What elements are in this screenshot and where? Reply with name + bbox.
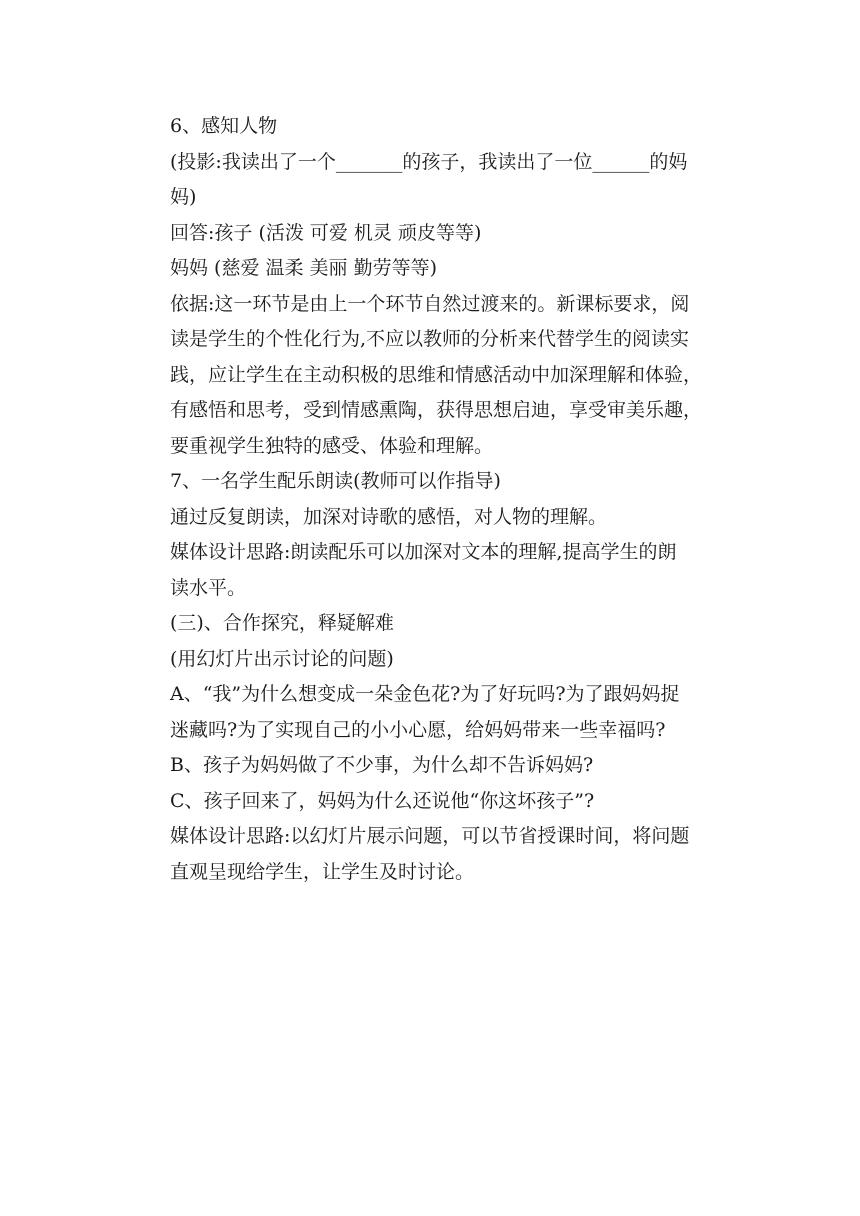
paragraph-line: 妈) bbox=[170, 186, 197, 208]
heading-music-reading: 7、一名学生配乐朗读(教师可以作指导) bbox=[170, 470, 501, 492]
paragraph-line: 媒体设计思路:朗读配乐可以加深对文本的理解,提高学生的朗 bbox=[170, 541, 677, 563]
paragraph-line: 通过反复朗读，加深对诗歌的感悟，对人物的理解。 bbox=[170, 505, 608, 528]
question-a: A、“我”为什么想变成一朵金色花?为了好玩吗?为了跟妈妈捉 bbox=[170, 683, 680, 705]
paragraph-line: 媒体设计思路:以幻灯片展示问题，可以节省授课时间，将问题 bbox=[170, 825, 690, 847]
question-b: B、孩子为妈妈做了不少事，为什么却不告诉妈妈? bbox=[170, 754, 594, 776]
paragraph-line: 要重视学生独特的感受、体验和理解。 bbox=[170, 434, 494, 457]
paragraph-line: 回答:孩子 (活泼 可爱 机灵 顽皮等等) bbox=[170, 221, 482, 244]
paragraph-line: 践，应让学生在主动积极的思维和情感活动中加深理解和体验， bbox=[170, 363, 703, 386]
document-body bbox=[170, 109, 735, 890]
paragraph-line: 有感悟和思考，受到情感熏陶，获得思想启迪，享受审美乐趣， bbox=[170, 399, 703, 421]
paragraph-line: 直观呈现给学生，让学生及时讨论。 bbox=[170, 860, 475, 883]
paragraph-line: 读是学生的个性化行为,不应以教师的分析来代替学生的阅读实 bbox=[170, 328, 690, 350]
paragraph-line: 依据:这一环节是由上一个环节自然过渡来的。新课标要求，阅 bbox=[170, 292, 690, 315]
question-c: C、孩子回来了，妈妈为什么还说他“你这坏孩子”? bbox=[170, 789, 595, 812]
paragraph-line: 妈妈 (慈爱 温柔 美丽 勤劳等等) bbox=[170, 257, 437, 279]
paragraph-line: (投影:我读出了一个_______的孩子，我读出了一位______的妈 bbox=[170, 150, 688, 173]
paragraph-line: 读水平。 bbox=[170, 576, 247, 599]
heading-cooperative-inquiry: (三)、合作探究，释疑解难 bbox=[170, 612, 394, 634]
paragraph-line: (用幻灯片出示讨论的问题) bbox=[170, 647, 394, 670]
question-a-continued: 迷藏吗?为了实现自己的小小心愿，给妈妈带来一些幸福吗? bbox=[170, 718, 666, 741]
heading-perceive-characters: 6、感知人物 bbox=[170, 115, 278, 137]
